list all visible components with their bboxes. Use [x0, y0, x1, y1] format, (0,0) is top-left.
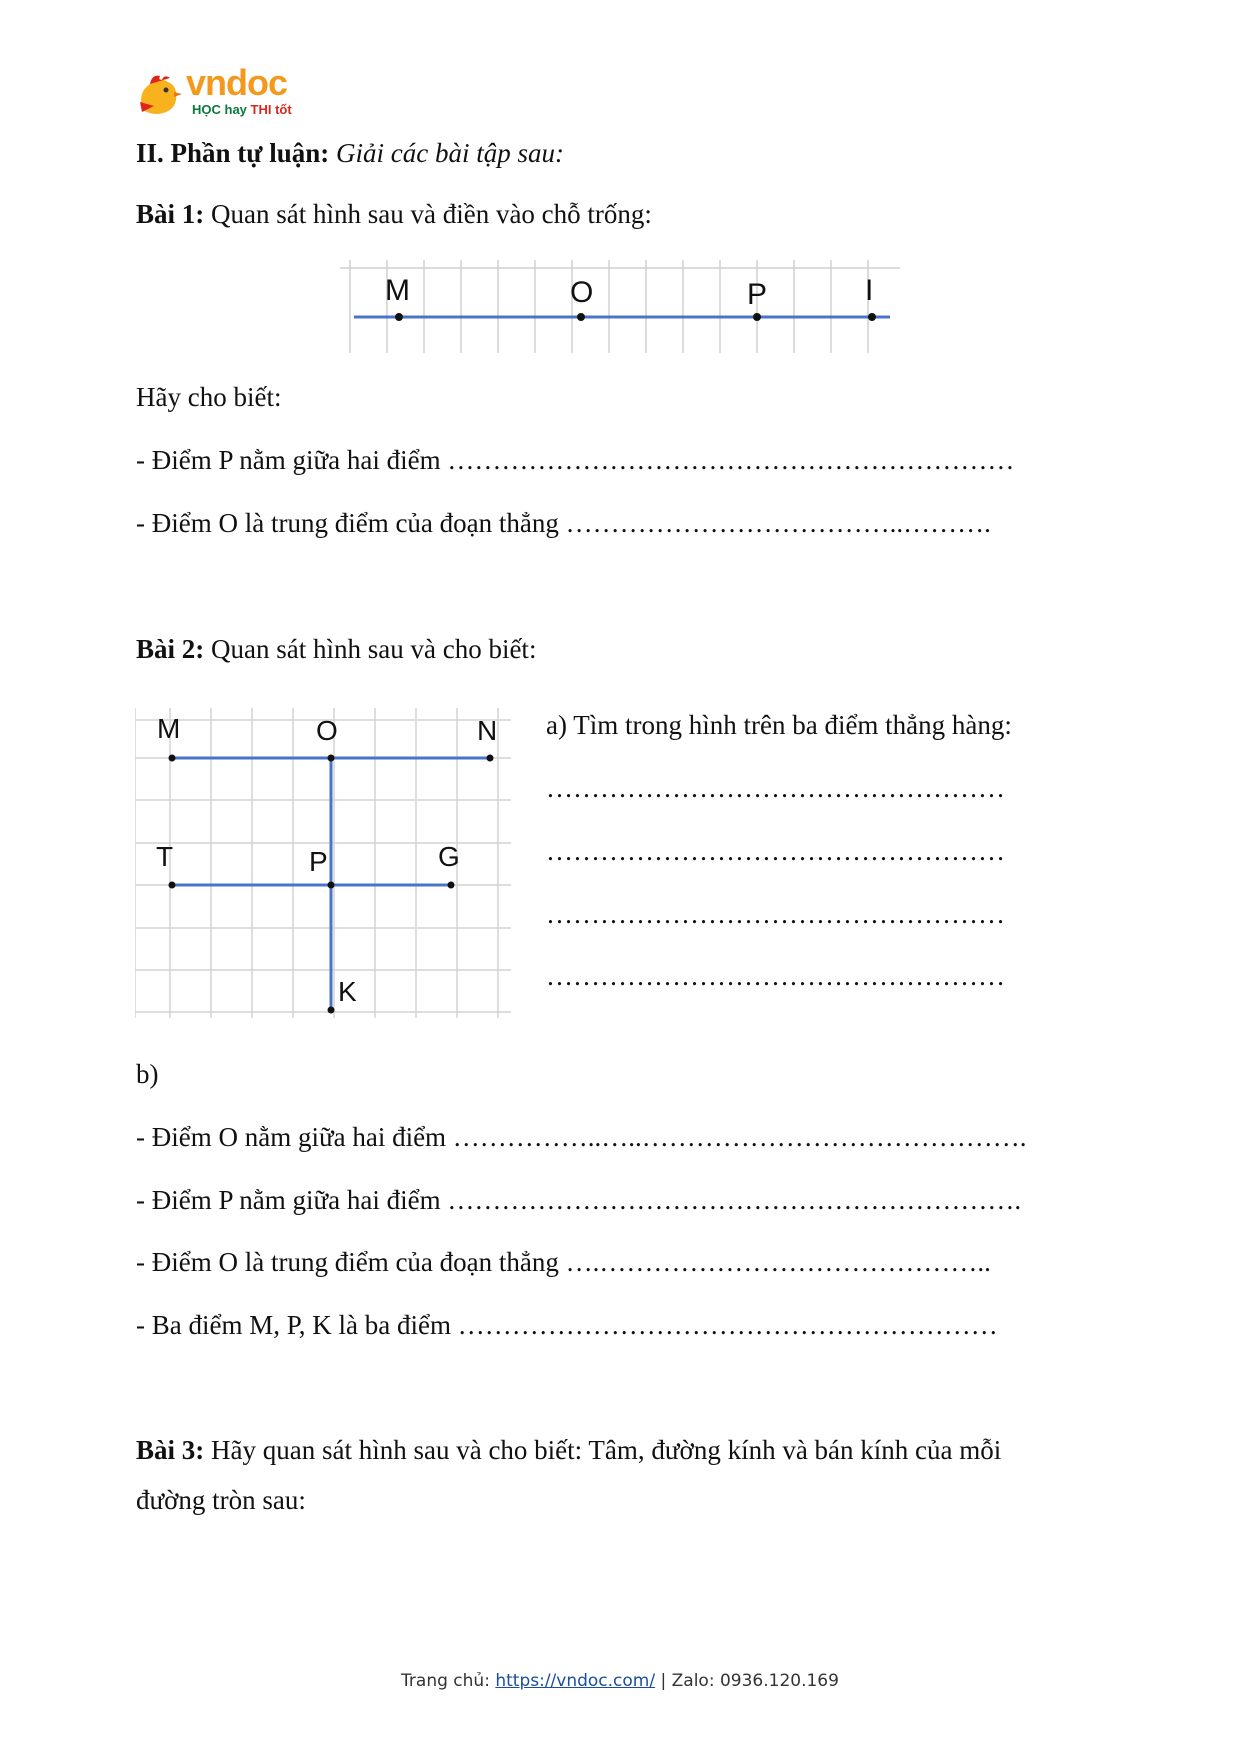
point-p [328, 882, 335, 889]
section-heading: II. Phần tự luận: Giải các bài tập sau: [136, 138, 564, 168]
exercise-1-ask: Hãy cho biết: [136, 382, 282, 412]
exercise-1-heading [136, 198, 652, 230]
exercise-2b-question-3: - Điểm O là trung điểm của đoạn thẳng ….…………………………………….. [136, 1247, 991, 1277]
exercise-2-prompt: Quan sát hình sau và cho biết: [211, 634, 537, 664]
exercise-2-heading [136, 633, 536, 665]
exercise-1-label: Bài 1: [136, 199, 205, 229]
answer-line-3: …………………………………………… [546, 899, 1005, 929]
point-o [577, 313, 585, 321]
label-m: M [157, 713, 181, 744]
answer-line-4: …………………………………………… [546, 961, 1005, 991]
exercise-2-label: Bài 2: [136, 634, 205, 664]
label-p: P [309, 846, 328, 877]
label-o: O [570, 276, 594, 309]
exercise-2b-question-4: - Ba điểm M, P, K là ba điểm …………………………………………………… [136, 1310, 998, 1340]
label-m: M [385, 274, 410, 307]
exercise-2b-label: b) [136, 1059, 159, 1089]
point-n [487, 755, 494, 762]
exercise-1-question-1: - Điểm P nằm giữa hai điểm ……………………………………………………… [136, 445, 1015, 475]
answer-line-2: …………………………………………… [546, 836, 1005, 866]
footer-home-label: Trang chủ: [401, 1671, 490, 1691]
label-n: N [477, 715, 498, 746]
point-i [868, 313, 876, 321]
label-k: K [338, 976, 357, 1007]
vndoc-logo[interactable] [136, 62, 306, 124]
point-m [395, 313, 403, 321]
exercise-2b-question-1: - Điểm O nằm giữa hai điểm ……………..…..……………………………………. [136, 1122, 1027, 1152]
label-g: G [438, 841, 460, 872]
label-p: P [747, 278, 768, 311]
exercise-2b-question-2: - Điểm P nằm giữa hai điểm ………………………………………………………. [136, 1185, 1022, 1215]
exercise-1-figure [340, 260, 900, 353]
exercise-1-prompt: Quan sát hình sau và điền vào chỗ trống: [211, 199, 652, 229]
footer-separator: | [660, 1671, 667, 1691]
exercise-3-heading [136, 1434, 1001, 1466]
label-i: I [865, 274, 874, 307]
label-t: T [156, 841, 174, 872]
exercise-3-prompt: Hãy quan sát hình sau và cho biết: Tâm, đường kính và bán kính của mỗi [211, 1435, 1002, 1465]
exercise-1-question-2: - Điểm O là trung điểm của đoạn thẳng ………………………………..………. [136, 508, 991, 538]
footer-home-link[interactable]: https://vndoc.com/ [495, 1671, 656, 1691]
point-g [448, 882, 455, 889]
footer-zalo: Zalo: 0936.120.169 [671, 1671, 839, 1691]
logo-slogan: HỌC hay THI tốt [192, 102, 292, 117]
exercise-2-figure [135, 708, 511, 1018]
point-o [328, 755, 335, 762]
logo-wordmark: vndoc [186, 62, 288, 103]
exercise-3-label: Bài 3: [136, 1435, 205, 1465]
point-k [328, 1007, 335, 1014]
point-t [169, 882, 176, 889]
page-footer [0, 1671, 1240, 1691]
exercise-3-prompt-continued: đường tròn sau: [136, 1485, 306, 1515]
point-m [169, 755, 176, 762]
point-p [753, 313, 761, 321]
answer-line-1: …………………………………………… [546, 773, 1005, 803]
label-o: O [316, 715, 338, 746]
exercise-2a-question: a) Tìm trong hình trên ba điểm thẳng hàng: [546, 710, 1012, 740]
rooster-mascot-icon [136, 72, 184, 116]
